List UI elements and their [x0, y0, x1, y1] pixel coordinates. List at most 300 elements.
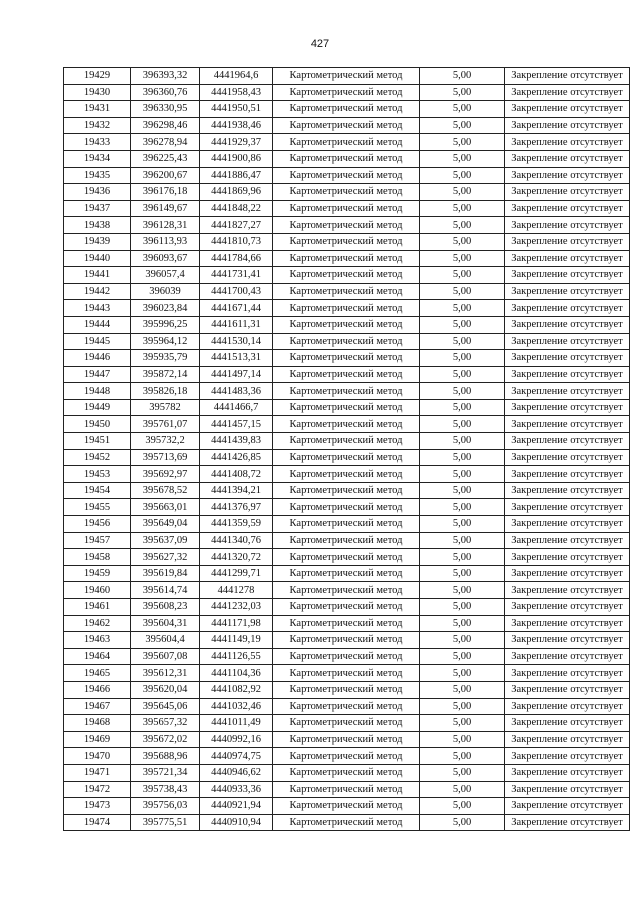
accuracy-cell: 5,00	[420, 449, 505, 466]
table-row	[64, 499, 630, 516]
x-coordinate-cell: 395775,51	[131, 814, 200, 831]
accuracy-cell: 5,00	[420, 366, 505, 383]
accuracy-cell: 5,00	[420, 764, 505, 781]
method-cell: Картометрический метод	[273, 798, 420, 815]
point-number-cell: 19448	[64, 383, 131, 400]
fixing-cell: Закрепление отсутствует	[505, 698, 630, 715]
accuracy-cell: 5,00	[420, 316, 505, 333]
fixing-cell: Закрепление отсутствует	[505, 217, 630, 234]
fixing-cell: Закрепление отсутствует	[505, 383, 630, 400]
fixing-cell: Закрепление отсутствует	[505, 117, 630, 134]
fixing-cell: Закрепление отсутствует	[505, 748, 630, 765]
method-cell: Картометрический метод	[273, 665, 420, 682]
method-cell: Картометрический метод	[273, 416, 420, 433]
accuracy-cell: 5,00	[420, 582, 505, 599]
point-number-cell: 19440	[64, 250, 131, 267]
y-coordinate-cell: 4441731,41	[200, 267, 273, 284]
accuracy-cell: 5,00	[420, 748, 505, 765]
fixing-cell: Закрепление отсутствует	[505, 665, 630, 682]
fixing-cell: Закрепление отсутствует	[505, 167, 630, 184]
x-coordinate-cell: 395732,2	[131, 433, 200, 450]
method-cell: Картометрический метод	[273, 449, 420, 466]
point-number-cell: 19457	[64, 532, 131, 549]
accuracy-cell: 5,00	[420, 516, 505, 533]
point-number-cell: 19462	[64, 615, 131, 632]
table-row	[64, 200, 630, 217]
coordinates-table	[63, 67, 630, 831]
x-coordinate-cell: 395604,31	[131, 615, 200, 632]
x-coordinate-cell: 395996,25	[131, 316, 200, 333]
accuracy-cell: 5,00	[420, 250, 505, 267]
method-cell: Картометрический метод	[273, 233, 420, 250]
point-number-cell: 19441	[64, 267, 131, 284]
fixing-cell: Закрепление отсутствует	[505, 150, 630, 167]
method-cell: Картометрический метод	[273, 84, 420, 101]
method-cell: Картометрический метод	[273, 383, 420, 400]
table-row	[64, 798, 630, 815]
point-number-cell: 19451	[64, 433, 131, 450]
y-coordinate-cell: 4441900,86	[200, 150, 273, 167]
x-coordinate-cell: 395604,4	[131, 632, 200, 649]
x-coordinate-cell: 395678,52	[131, 482, 200, 499]
y-coordinate-cell: 4441513,31	[200, 350, 273, 367]
x-coordinate-cell: 395721,34	[131, 764, 200, 781]
accuracy-cell: 5,00	[420, 482, 505, 499]
accuracy-cell: 5,00	[420, 565, 505, 582]
x-coordinate-cell: 396393,32	[131, 68, 200, 85]
table-row	[64, 184, 630, 201]
fixing-cell: Закрепление отсутствует	[505, 549, 630, 566]
method-cell: Картометрический метод	[273, 648, 420, 665]
point-number-cell: 19458	[64, 549, 131, 566]
table-row	[64, 632, 630, 649]
table-row	[64, 101, 630, 118]
fixing-cell: Закрепление отсутствует	[505, 68, 630, 85]
y-coordinate-cell: 4441784,66	[200, 250, 273, 267]
table-row	[64, 283, 630, 300]
table-row	[64, 68, 630, 85]
table-row	[64, 134, 630, 151]
method-cell: Картометрический метод	[273, 499, 420, 516]
y-coordinate-cell: 4441929,37	[200, 134, 273, 151]
x-coordinate-cell: 395826,18	[131, 383, 200, 400]
fixing-cell: Закрепление отсутствует	[505, 532, 630, 549]
table-row	[64, 482, 630, 499]
y-coordinate-cell: 4441232,03	[200, 599, 273, 616]
x-coordinate-cell: 395637,09	[131, 532, 200, 549]
x-coordinate-cell: 395627,32	[131, 549, 200, 566]
x-coordinate-cell: 396149,67	[131, 200, 200, 217]
fixing-cell: Закрепление отсутствует	[505, 350, 630, 367]
point-number-cell: 19449	[64, 399, 131, 416]
point-number-cell: 19442	[64, 283, 131, 300]
fixing-cell: Закрепление отсутствует	[505, 101, 630, 118]
fixing-cell: Закрепление отсутствует	[505, 681, 630, 698]
accuracy-cell: 5,00	[420, 200, 505, 217]
method-cell: Картометрический метод	[273, 350, 420, 367]
x-coordinate-cell: 395713,69	[131, 449, 200, 466]
table-row	[64, 665, 630, 682]
fixing-cell: Закрепление отсутствует	[505, 333, 630, 350]
y-coordinate-cell: 4441408,72	[200, 466, 273, 483]
fixing-cell: Закрепление отсутствует	[505, 582, 630, 599]
table-row	[64, 698, 630, 715]
table-row	[64, 84, 630, 101]
method-cell: Картометрический метод	[273, 582, 420, 599]
point-number-cell: 19464	[64, 648, 131, 665]
method-cell: Картометрический метод	[273, 316, 420, 333]
point-number-cell: 19473	[64, 798, 131, 815]
accuracy-cell: 5,00	[420, 233, 505, 250]
point-number-cell: 19468	[64, 715, 131, 732]
accuracy-cell: 5,00	[420, 549, 505, 566]
point-number-cell: 19437	[64, 200, 131, 217]
accuracy-cell: 5,00	[420, 101, 505, 118]
fixing-cell: Закрепление отсутствует	[505, 449, 630, 466]
page-number: 427	[310, 38, 330, 50]
accuracy-cell: 5,00	[420, 648, 505, 665]
accuracy-cell: 5,00	[420, 300, 505, 317]
method-cell: Картометрический метод	[273, 184, 420, 201]
x-coordinate-cell: 395649,04	[131, 516, 200, 533]
table-row	[64, 565, 630, 582]
y-coordinate-cell: 4441466,7	[200, 399, 273, 416]
point-number-cell: 19454	[64, 482, 131, 499]
point-number-cell: 19467	[64, 698, 131, 715]
y-coordinate-cell: 4441278	[200, 582, 273, 599]
y-coordinate-cell: 4441359,59	[200, 516, 273, 533]
point-number-cell: 19435	[64, 167, 131, 184]
table-row	[64, 814, 630, 831]
accuracy-cell: 5,00	[420, 532, 505, 549]
point-number-cell: 19443	[64, 300, 131, 317]
y-coordinate-cell: 4441149,19	[200, 632, 273, 649]
point-number-cell: 19444	[64, 316, 131, 333]
point-number-cell: 19465	[64, 665, 131, 682]
method-cell: Картометрический метод	[273, 565, 420, 582]
point-number-cell: 19474	[64, 814, 131, 831]
table-row	[64, 366, 630, 383]
table-row	[64, 267, 630, 284]
table-row	[64, 615, 630, 632]
x-coordinate-cell: 395761,07	[131, 416, 200, 433]
accuracy-cell: 5,00	[420, 798, 505, 815]
fixing-cell: Закрепление отсутствует	[505, 283, 630, 300]
accuracy-cell: 5,00	[420, 416, 505, 433]
x-coordinate-cell: 396200,67	[131, 167, 200, 184]
x-coordinate-cell: 395738,43	[131, 781, 200, 798]
method-cell: Картометрический метод	[273, 150, 420, 167]
y-coordinate-cell: 4441171,98	[200, 615, 273, 632]
y-coordinate-cell: 4440933,36	[200, 781, 273, 798]
x-coordinate-cell: 395692,97	[131, 466, 200, 483]
table-row	[64, 748, 630, 765]
y-coordinate-cell: 4441376,97	[200, 499, 273, 516]
fixing-cell: Закрепление отсутствует	[505, 416, 630, 433]
y-coordinate-cell: 4441810,73	[200, 233, 273, 250]
point-number-cell: 19429	[64, 68, 131, 85]
fixing-cell: Закрепление отсутствует	[505, 366, 630, 383]
fixing-cell: Закрепление отсутствует	[505, 250, 630, 267]
fixing-cell: Закрепление отсутствует	[505, 615, 630, 632]
accuracy-cell: 5,00	[420, 68, 505, 85]
method-cell: Картометрический метод	[273, 698, 420, 715]
table-row	[64, 532, 630, 549]
accuracy-cell: 5,00	[420, 333, 505, 350]
table-row	[64, 217, 630, 234]
x-coordinate-cell: 396176,18	[131, 184, 200, 201]
accuracy-cell: 5,00	[420, 715, 505, 732]
y-coordinate-cell: 4441497,14	[200, 366, 273, 383]
accuracy-cell: 5,00	[420, 134, 505, 151]
accuracy-cell: 5,00	[420, 84, 505, 101]
fixing-cell: Закрепление отсутствует	[505, 300, 630, 317]
point-number-cell: 19446	[64, 350, 131, 367]
x-coordinate-cell: 396360,76	[131, 84, 200, 101]
method-cell: Картометрический метод	[273, 814, 420, 831]
method-cell: Картометрический метод	[273, 516, 420, 533]
method-cell: Картометрический метод	[273, 632, 420, 649]
y-coordinate-cell: 4441299,71	[200, 565, 273, 582]
y-coordinate-cell: 4441104,36	[200, 665, 273, 682]
x-coordinate-cell: 395688,96	[131, 748, 200, 765]
point-number-cell: 19434	[64, 150, 131, 167]
accuracy-cell: 5,00	[420, 267, 505, 284]
x-coordinate-cell: 395782	[131, 399, 200, 416]
y-coordinate-cell: 4441611,31	[200, 316, 273, 333]
table-row	[64, 416, 630, 433]
table-row	[64, 599, 630, 616]
table-row	[64, 433, 630, 450]
accuracy-cell: 5,00	[420, 731, 505, 748]
method-cell: Картометрический метод	[273, 283, 420, 300]
table-row	[64, 648, 630, 665]
y-coordinate-cell: 4440974,75	[200, 748, 273, 765]
method-cell: Картометрический метод	[273, 466, 420, 483]
y-coordinate-cell: 4441032,46	[200, 698, 273, 715]
point-number-cell: 19436	[64, 184, 131, 201]
x-coordinate-cell: 395645,06	[131, 698, 200, 715]
y-coordinate-cell: 4441082,92	[200, 681, 273, 698]
point-number-cell: 19456	[64, 516, 131, 533]
fixing-cell: Закрепление отсутствует	[505, 499, 630, 516]
accuracy-cell: 5,00	[420, 681, 505, 698]
point-number-cell: 19466	[64, 681, 131, 698]
y-coordinate-cell: 4441394,21	[200, 482, 273, 499]
method-cell: Картометрический метод	[273, 532, 420, 549]
y-coordinate-cell: 4441886,47	[200, 167, 273, 184]
table-row	[64, 300, 630, 317]
x-coordinate-cell: 396298,46	[131, 117, 200, 134]
table-row	[64, 350, 630, 367]
fixing-cell: Закрепление отсутствует	[505, 399, 630, 416]
table-row	[64, 516, 630, 533]
x-coordinate-cell: 396330,95	[131, 101, 200, 118]
x-coordinate-cell: 395657,32	[131, 715, 200, 732]
point-number-cell: 19439	[64, 233, 131, 250]
point-number-cell: 19447	[64, 366, 131, 383]
method-cell: Картометрический метод	[273, 267, 420, 284]
method-cell: Картометрический метод	[273, 781, 420, 798]
fixing-cell: Закрепление отсутствует	[505, 565, 630, 582]
method-cell: Картометрический метод	[273, 101, 420, 118]
point-number-cell: 19472	[64, 781, 131, 798]
coordinates-table-body	[64, 68, 630, 831]
fixing-cell: Закрепление отсутствует	[505, 781, 630, 798]
point-number-cell: 19460	[64, 582, 131, 599]
y-coordinate-cell: 4441320,72	[200, 549, 273, 566]
point-number-cell: 19461	[64, 599, 131, 616]
point-number-cell: 19433	[64, 134, 131, 151]
y-coordinate-cell: 4440992,16	[200, 731, 273, 748]
table-row	[64, 117, 630, 134]
fixing-cell: Закрепление отсутствует	[505, 764, 630, 781]
point-number-cell: 19432	[64, 117, 131, 134]
accuracy-cell: 5,00	[420, 117, 505, 134]
table-row	[64, 549, 630, 566]
method-cell: Картометрический метод	[273, 333, 420, 350]
y-coordinate-cell: 4441700,43	[200, 283, 273, 300]
fixing-cell: Закрепление отсутствует	[505, 267, 630, 284]
table-row	[64, 316, 630, 333]
accuracy-cell: 5,00	[420, 781, 505, 798]
fixing-cell: Закрепление отсутствует	[505, 433, 630, 450]
y-coordinate-cell: 4441426,85	[200, 449, 273, 466]
fixing-cell: Закрепление отсутствует	[505, 316, 630, 333]
accuracy-cell: 5,00	[420, 350, 505, 367]
x-coordinate-cell: 395607,08	[131, 648, 200, 665]
accuracy-cell: 5,00	[420, 499, 505, 516]
fixing-cell: Закрепление отсутствует	[505, 200, 630, 217]
y-coordinate-cell: 4441530,14	[200, 333, 273, 350]
point-number-cell: 19438	[64, 217, 131, 234]
accuracy-cell: 5,00	[420, 167, 505, 184]
method-cell: Картометрический метод	[273, 599, 420, 616]
accuracy-cell: 5,00	[420, 217, 505, 234]
x-coordinate-cell: 395663,01	[131, 499, 200, 516]
y-coordinate-cell: 4441848,22	[200, 200, 273, 217]
point-number-cell: 19459	[64, 565, 131, 582]
method-cell: Картометрический метод	[273, 748, 420, 765]
point-number-cell: 19470	[64, 748, 131, 765]
accuracy-cell: 5,00	[420, 150, 505, 167]
method-cell: Картометрический метод	[273, 134, 420, 151]
accuracy-cell: 5,00	[420, 632, 505, 649]
point-number-cell: 19453	[64, 466, 131, 483]
accuracy-cell: 5,00	[420, 615, 505, 632]
table-row	[64, 233, 630, 250]
accuracy-cell: 5,00	[420, 814, 505, 831]
table-row	[64, 582, 630, 599]
y-coordinate-cell: 4441950,51	[200, 101, 273, 118]
x-coordinate-cell: 396278,94	[131, 134, 200, 151]
fixing-cell: Закрепление отсутствует	[505, 482, 630, 499]
x-coordinate-cell: 396225,43	[131, 150, 200, 167]
table-row	[64, 167, 630, 184]
y-coordinate-cell: 4441483,36	[200, 383, 273, 400]
fixing-cell: Закрепление отсутствует	[505, 632, 630, 649]
method-cell: Картометрический метод	[273, 117, 420, 134]
fixing-cell: Закрепление отсутствует	[505, 134, 630, 151]
y-coordinate-cell: 4441011,49	[200, 715, 273, 732]
accuracy-cell: 5,00	[420, 184, 505, 201]
x-coordinate-cell: 395756,03	[131, 798, 200, 815]
method-cell: Картометрический метод	[273, 300, 420, 317]
y-coordinate-cell: 4441457,15	[200, 416, 273, 433]
accuracy-cell: 5,00	[420, 399, 505, 416]
y-coordinate-cell: 4441869,96	[200, 184, 273, 201]
fixing-cell: Закрепление отсутствует	[505, 516, 630, 533]
table-row	[64, 466, 630, 483]
y-coordinate-cell: 4440910,94	[200, 814, 273, 831]
x-coordinate-cell: 395935,79	[131, 350, 200, 367]
method-cell: Картометрический метод	[273, 366, 420, 383]
fixing-cell: Закрепление отсутствует	[505, 599, 630, 616]
accuracy-cell: 5,00	[420, 466, 505, 483]
y-coordinate-cell: 4441439,83	[200, 433, 273, 450]
point-number-cell: 19430	[64, 84, 131, 101]
table-row	[64, 150, 630, 167]
method-cell: Картометрический метод	[273, 399, 420, 416]
fixing-cell: Закрепление отсутствует	[505, 814, 630, 831]
table-row	[64, 715, 630, 732]
accuracy-cell: 5,00	[420, 433, 505, 450]
y-coordinate-cell: 4441671,44	[200, 300, 273, 317]
method-cell: Картометрический метод	[273, 250, 420, 267]
accuracy-cell: 5,00	[420, 383, 505, 400]
x-coordinate-cell: 395608,23	[131, 599, 200, 616]
point-number-cell: 19469	[64, 731, 131, 748]
fixing-cell: Закрепление отсутствует	[505, 715, 630, 732]
method-cell: Картометрический метод	[273, 167, 420, 184]
method-cell: Картометрический метод	[273, 549, 420, 566]
fixing-cell: Закрепление отсутствует	[505, 798, 630, 815]
method-cell: Картометрический метод	[273, 217, 420, 234]
method-cell: Картометрический метод	[273, 715, 420, 732]
accuracy-cell: 5,00	[420, 698, 505, 715]
accuracy-cell: 5,00	[420, 283, 505, 300]
x-coordinate-cell: 396023,84	[131, 300, 200, 317]
method-cell: Картометрический метод	[273, 731, 420, 748]
x-coordinate-cell: 396057,4	[131, 267, 200, 284]
x-coordinate-cell: 395964,12	[131, 333, 200, 350]
accuracy-cell: 5,00	[420, 665, 505, 682]
x-coordinate-cell: 396128,31	[131, 217, 200, 234]
point-number-cell: 19450	[64, 416, 131, 433]
fixing-cell: Закрепление отсутствует	[505, 84, 630, 101]
y-coordinate-cell: 4441340,76	[200, 532, 273, 549]
x-coordinate-cell: 395672,02	[131, 731, 200, 748]
y-coordinate-cell: 4440946,62	[200, 764, 273, 781]
point-number-cell: 19452	[64, 449, 131, 466]
table-row	[64, 250, 630, 267]
table-row	[64, 681, 630, 698]
table-row	[64, 383, 630, 400]
x-coordinate-cell: 396093,67	[131, 250, 200, 267]
table-row	[64, 333, 630, 350]
point-number-cell: 19471	[64, 764, 131, 781]
table-row	[64, 399, 630, 416]
method-cell: Картометрический метод	[273, 615, 420, 632]
y-coordinate-cell: 4440921,94	[200, 798, 273, 815]
method-cell: Картометрический метод	[273, 764, 420, 781]
x-coordinate-cell: 395612,31	[131, 665, 200, 682]
point-number-cell: 19463	[64, 632, 131, 649]
point-number-cell: 19431	[64, 101, 131, 118]
table-row	[64, 449, 630, 466]
accuracy-cell: 5,00	[420, 599, 505, 616]
fixing-cell: Закрепление отсутствует	[505, 731, 630, 748]
